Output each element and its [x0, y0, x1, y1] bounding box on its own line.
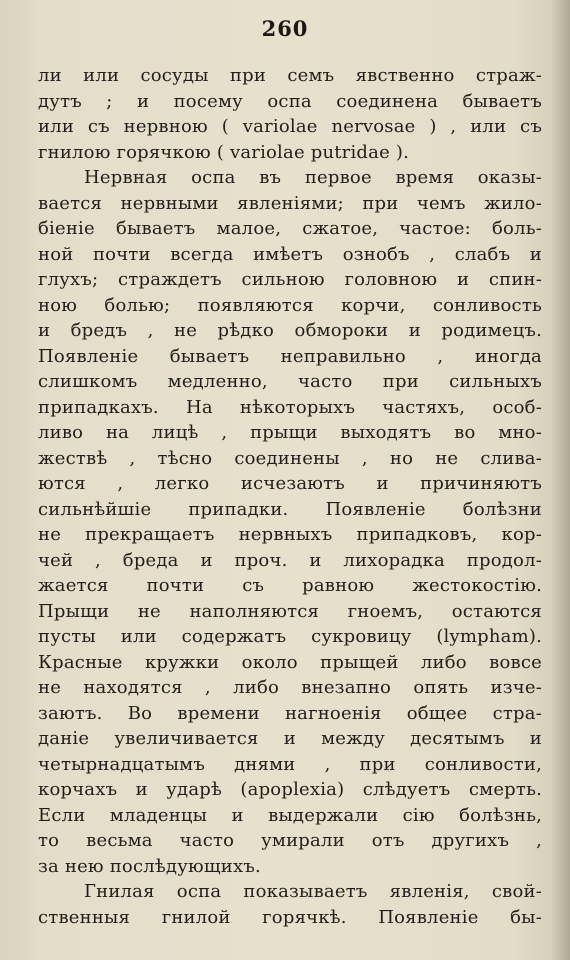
- text-line: вается нервными явленіями; при чемъ жило-: [38, 192, 542, 214]
- body-text: [38, 63, 542, 930]
- text-line: Появленіе бываетъ неправильно , иногда: [38, 345, 542, 367]
- text-line: четырнадцатымъ днями , при сонливости,: [38, 753, 542, 775]
- text-line: Прыщи не наполняются гноемъ, остаются: [38, 600, 542, 622]
- text-line: корчахъ и ударѣ (apoplexia) слѣдуетъ смерть.: [38, 779, 542, 800]
- text-line: то весьма часто умирали отъ другихъ ,: [38, 830, 542, 851]
- text-line: дутъ ; и посему оспа соединена бываетъ: [38, 90, 542, 112]
- text-line: ливо на лицѣ , прыщи выходятъ во мно-: [38, 422, 542, 443]
- text-line: Если младенцы и выдержали сію болѣзнь,: [38, 804, 542, 826]
- text-line: и бредъ , не рѣдко обмороки и родимецъ.: [38, 320, 542, 341]
- text-line: ли или сосуды при семъ явственно страж-: [38, 65, 542, 86]
- text-line: не прекращаетъ нервныхъ припадковъ, кор-: [38, 524, 542, 545]
- text-line: за нею послѣдующихъ.: [38, 855, 261, 877]
- text-line: жествѣ , тѣсно соединены , но не слива-: [38, 447, 542, 469]
- text-line: ственныя гнилой горячкѣ. Появленіе бы-: [38, 906, 542, 928]
- text-line: ются , легко исчезаютъ и причиняютъ: [38, 473, 542, 494]
- text-line: или съ нервною ( variolae nervosae ) , или съ: [38, 116, 542, 137]
- text-line: даніе увеличивается и между десятымъ и: [38, 728, 542, 749]
- text-line: ною болью; появляются корчи, сонливость: [38, 294, 542, 316]
- text-line: ной почти всегда имѣетъ ознобъ , слабъ и: [38, 243, 542, 265]
- text-line: гнилою горячкою ( variolae putridae ).: [38, 141, 410, 163]
- text-line: Красные кружки около прыщей либо вовсе: [38, 651, 542, 673]
- text-line: жается почти съ равною жестокостію.: [38, 575, 542, 596]
- text-line: припадкахъ. На нѣкоторыхъ частяхъ, особ-: [38, 396, 542, 418]
- text-line: глухъ; страждетъ сильною головною и спин-: [38, 269, 542, 290]
- page-edge-shadow: [550, 0, 570, 960]
- page-number: 260: [261, 16, 309, 41]
- text-line: Нервная оспа въ первое время оказы-: [84, 167, 542, 188]
- text-line: чей , бреда и проч. и лихорадка продол-: [38, 549, 542, 571]
- text-line: біеніе бываетъ малое, сжатое, частое: боль-: [38, 218, 542, 239]
- text-line: пусты или содержатъ сукровицу (lympham).: [38, 626, 542, 647]
- text-line: Гнилая оспа показываетъ явленія, свой-: [84, 881, 542, 902]
- text-line: не находятся , либо внезапно опять изче-: [38, 677, 542, 698]
- text-line: слишкомъ медленно, часто при сильныхъ: [38, 371, 542, 392]
- text-line: сильнѣйшіе припадки. Появленіе болѣзни: [38, 498, 542, 520]
- text-line: заютъ. Во времени нагноенія общее стра-: [38, 702, 542, 724]
